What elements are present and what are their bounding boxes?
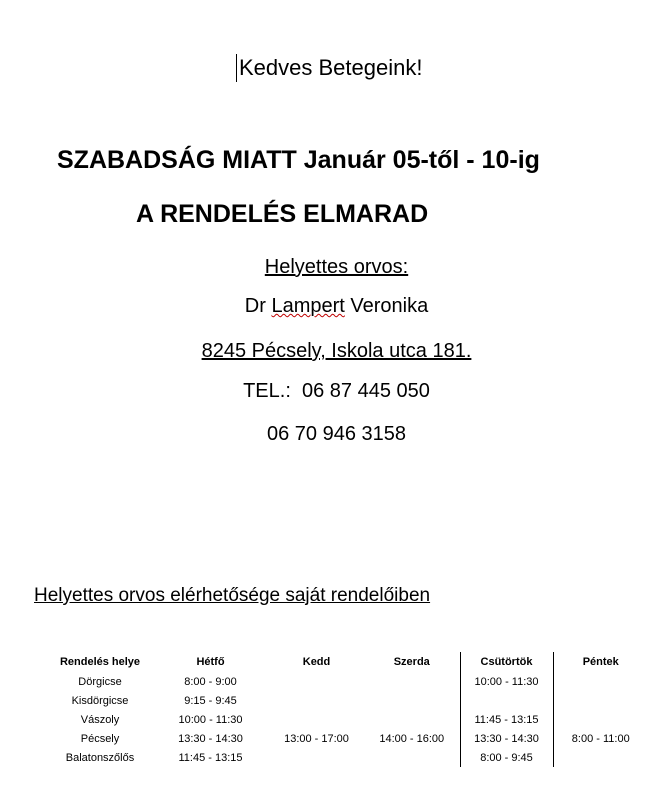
table-row bbox=[48, 672, 648, 691]
cell-tuesday bbox=[269, 748, 364, 767]
cell-monday: 8:00 - 9:00 bbox=[184, 675, 237, 688]
name-surname: Lampert bbox=[271, 295, 345, 317]
cell-wednesday bbox=[364, 748, 460, 767]
header-friday: Péntek bbox=[582, 656, 619, 668]
cell-tuesday bbox=[269, 672, 364, 691]
greeting: Kedves Betegeink! bbox=[239, 55, 423, 80]
cell-friday: 8:00 - 11:00 bbox=[571, 732, 630, 745]
cell-monday: 11:45 - 13:15 bbox=[178, 751, 243, 764]
header-monday: Hétfő bbox=[196, 656, 225, 668]
substitute-doctor-label bbox=[0, 256, 663, 279]
cell-tuesday bbox=[269, 710, 364, 729]
cell-thursday: 13:30 - 14:30 bbox=[460, 729, 553, 748]
cell-friday bbox=[553, 691, 648, 710]
table-row bbox=[48, 691, 648, 710]
cell-monday: 10:00 - 11:30 bbox=[178, 713, 243, 726]
cell-thursday: 11:45 - 13:15 bbox=[460, 710, 553, 729]
substitute-doctor-address bbox=[0, 340, 663, 363]
phone-number-1: TEL.: 06 87 445 050 bbox=[243, 380, 430, 402]
cell-friday bbox=[553, 748, 648, 767]
cell-friday bbox=[553, 672, 648, 691]
address-text: 8245 Pécsely, Iskola utca 181. bbox=[201, 340, 472, 362]
header-thursday: Csütörtök bbox=[460, 652, 553, 672]
cell-monday: 9:15 - 9:45 bbox=[184, 694, 237, 707]
cell-location: Balatonszőlős bbox=[65, 751, 135, 764]
cell-thursday: 10:00 - 11:30 bbox=[460, 672, 553, 691]
header-wednesday: Szerda bbox=[364, 652, 460, 672]
cell-thursday: 8:00 - 9:45 bbox=[460, 748, 553, 767]
name-given: Veronika bbox=[344, 295, 429, 317]
cell-monday: 13:30 - 14:30 bbox=[178, 732, 243, 745]
cell-location: Dörgicse bbox=[78, 675, 122, 688]
substitute-doctor-label-text: Helyettes orvos: bbox=[264, 256, 409, 278]
substitute-doctor-name bbox=[0, 295, 663, 318]
header-tuesday: Kedd bbox=[302, 656, 331, 668]
cell-thursday bbox=[460, 691, 553, 710]
cell-tuesday bbox=[269, 691, 364, 710]
table-row bbox=[48, 729, 648, 748]
phone-number-2: 06 70 946 3158 bbox=[266, 423, 407, 445]
schedule-header-row bbox=[48, 652, 648, 672]
cell-wednesday: 14:00 - 16:00 bbox=[364, 729, 460, 748]
header-location: Rendelés helye bbox=[59, 656, 141, 668]
cell-location: Pécsely bbox=[80, 732, 120, 745]
cell-location: Vászoly bbox=[80, 713, 120, 726]
cell-location: Kisdörgicse bbox=[71, 694, 129, 707]
text-cursor bbox=[236, 54, 237, 82]
headline-no-office-hours: A RENDELÉS ELMARAD bbox=[136, 200, 429, 228]
headline-holiday-dates: SZABADSÁG MIATT Január 05-től - 10-ig bbox=[57, 146, 540, 174]
cell-friday bbox=[553, 710, 648, 729]
name-prefix: Dr bbox=[244, 295, 272, 317]
cell-tuesday: 13:00 - 17:00 bbox=[284, 732, 349, 745]
cell-wednesday bbox=[364, 710, 460, 729]
cell-wednesday bbox=[364, 691, 460, 710]
cell-wednesday bbox=[364, 672, 460, 691]
schedule-caption: Helyettes orvos elérhetősége saját rendelőiben bbox=[34, 585, 431, 606]
schedule-table bbox=[48, 652, 648, 767]
table-row bbox=[48, 710, 648, 729]
table-row bbox=[48, 748, 648, 767]
